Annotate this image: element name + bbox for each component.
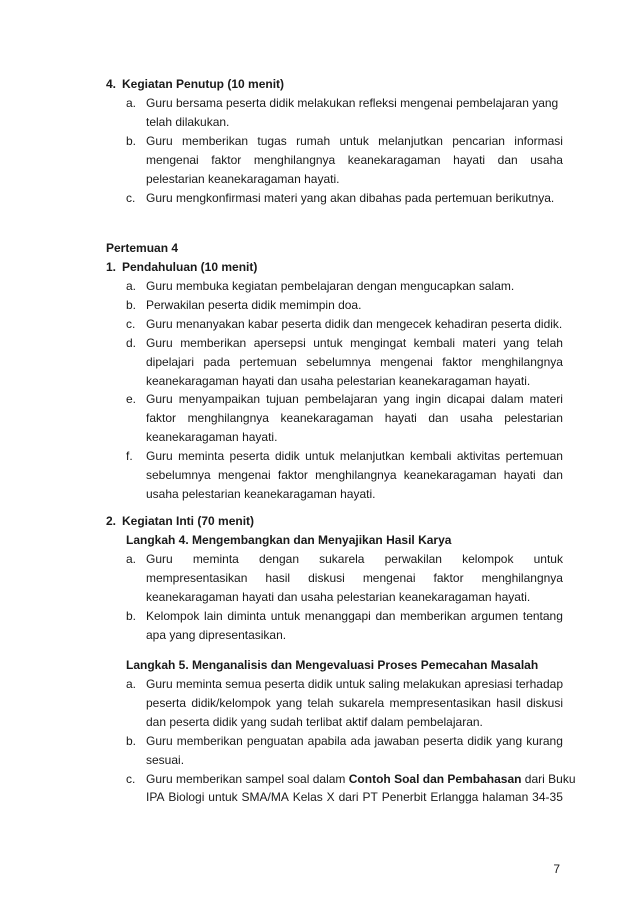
text-line: mengenai faktor menghilangnya keanekaragaman hayati dan usaha xyxy=(146,152,563,167)
text-line: pelestarian keanekaragaman hayati. xyxy=(146,171,340,186)
page-number: 7 xyxy=(553,862,560,876)
list-letter: c. xyxy=(126,771,136,786)
text-line: dipelajari pada pertemuan sebelumnya mengenai faktor menghilangnya xyxy=(146,354,563,369)
text-line: Guru menanyakan kabar peserta didik dan mengecek kehadiran peserta didik. xyxy=(146,316,563,331)
text-line: dan peserta didik yang sudah terlibat aktif dalam pembelajaran. xyxy=(146,714,483,729)
list-letter: b. xyxy=(126,733,137,748)
text-line: usaha pelestarian keanekaragaman hayati. xyxy=(146,486,376,501)
text-line: Kelompok lain diminta untuk menanggapi dan memberikan argumen tentang xyxy=(146,608,563,623)
text-line: Guru menyampaikan tujuan pembelajaran yang ingin dicapai dalam materi xyxy=(146,392,563,407)
step-title: Langkah 4. Mengembangkan dan Menyajikan Hasil Karya xyxy=(126,533,452,547)
text-segment: dari Buku xyxy=(521,771,576,786)
list-letter: c. xyxy=(126,316,136,331)
text-segment: Guru memberikan sampel soal dalam xyxy=(146,771,349,786)
bold-reference: Contoh Soal dan Pembahasan xyxy=(348,771,522,786)
list-letter: a. xyxy=(126,279,137,293)
list-letter: a. xyxy=(126,552,137,566)
list-letter: b. xyxy=(126,608,137,623)
meeting-title: Pertemuan 4 xyxy=(106,241,179,255)
text-line: Guru membuka kegiatan pembelajaran dengan mengucapkan salam. xyxy=(146,279,515,293)
text-line: keanekaragaman hayati. xyxy=(146,430,278,445)
text-line: telah dilakukan. xyxy=(146,114,230,129)
text-line: faktor menghilangnya keanekaragaman hayati dan usaha pelestarian xyxy=(146,411,563,426)
list-letter: c. xyxy=(126,190,136,205)
text-line: keanekaragaman hayati dan usaha pelestarian keanekaragaman hayati. xyxy=(146,373,531,388)
section-title: Kegiatan Penutup (10 menit) xyxy=(122,77,285,91)
text-line: keanekaragaman hayati dan usaha pelestarian keanekaragaman hayati. xyxy=(146,589,531,604)
text-line: Guru memberikan apersepsi untuk mengingat kembali materi yang telah xyxy=(146,335,563,350)
text-line: Guru memberikan tugas rumah untuk melanjutkan pencarian informasi xyxy=(146,133,563,148)
section-title: Kegiatan Inti (70 menit) xyxy=(122,514,255,528)
text-line: Guru memberikan penguatan apabila ada jawaban peserta didik yang kurang xyxy=(146,733,563,748)
section-number: 1. xyxy=(106,260,117,274)
step-title: Langkah 5. Menganalisis dan Mengevaluasi Proses Pemecahan Masalah xyxy=(126,658,539,672)
text-line: IPA Biologi untuk SMA/MA Kelas X dari PT Penerbit Erlangga halaman 34-35 xyxy=(146,790,563,805)
text-line: mempresentasikan hasil diskusi mengenai faktor menghilangnya xyxy=(146,570,563,585)
text-line: peserta didik/kelompok yang telah sukarela mempresentasikan hasil diskusi xyxy=(146,695,563,710)
text-line: Perwakilan peserta didik memimpin doa. xyxy=(146,297,362,312)
section-number: 2. xyxy=(106,514,117,528)
list-letter: d. xyxy=(126,335,137,350)
text-line: apa yang dipresentasikan. xyxy=(146,627,287,642)
text-line xyxy=(146,771,576,788)
list-letter: a. xyxy=(126,677,137,691)
list-letter: e. xyxy=(126,392,137,407)
text-line: Guru meminta peserta didik untuk melanjutkan kembali aktivitas pertemuan xyxy=(146,449,563,464)
text-line: Guru meminta semua peserta didik untuk saling melakukan apresiasi terhadap xyxy=(146,677,563,691)
text-line: sebelumnya mengenai faktor menghilangnya keanekaragaman hayati dan xyxy=(146,468,563,482)
list-letter: a. xyxy=(126,96,137,110)
list-letter: f. xyxy=(126,449,133,464)
text-line: Guru mengkonfirmasi materi yang akan dibahas pada pertemuan berikutnya. xyxy=(146,190,555,205)
text-line: Guru bersama peserta didik melakukan refleksi mengenai pembelajaran yang xyxy=(146,96,559,110)
text-line: sesuai. xyxy=(146,752,185,767)
text-line: Guru meminta dengan sukarela perwakilan kelompok untuk xyxy=(146,552,563,566)
section-title: Pendahuluan (10 menit) xyxy=(122,260,258,274)
list-letter: b. xyxy=(126,133,137,148)
list-letter: b. xyxy=(126,297,137,312)
section-number: 4. xyxy=(106,77,117,91)
